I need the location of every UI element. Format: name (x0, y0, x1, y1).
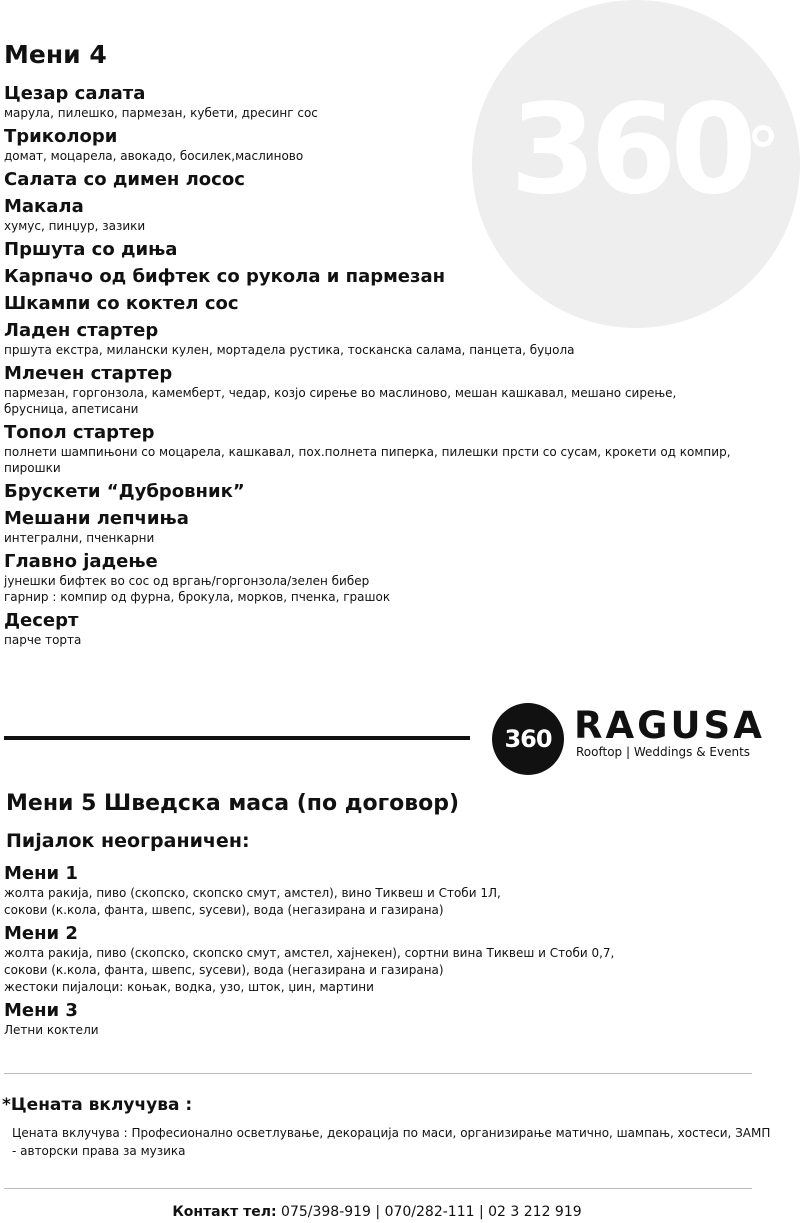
menu-item-description: домат, моцарела, авокадо, босилек,маслиново (4, 149, 304, 163)
menu-item-name: Главно јадење (4, 551, 158, 572)
menu-item (4, 319, 784, 358)
drink-menu-line: сокови (к.кола, фанта, швепс, ѕусеви), вода (негазирана и газирана) (4, 963, 444, 977)
menu-item-name: Топол стартер (4, 422, 155, 443)
menu4-title: Мени 4 (4, 40, 107, 69)
section-divider (4, 736, 470, 740)
drink-menu-line: сокови (к.кола, фанта, швепс, ѕусеви), вода (негазирана и газирана) (4, 903, 444, 917)
menu5-title: Мени 5 Шведска маса (по договор) (6, 791, 460, 816)
menu-item-description: пршута екстра, милански кулен, мортадела рустика, тосканска салама, панцета, буџола (4, 343, 575, 357)
menu-item (4, 507, 784, 546)
menu-item-name: Триколори (4, 126, 118, 147)
drink-menu-line: жестоки пијалоци: коњак, водка, узо, шток, џин, мартини (4, 980, 374, 994)
drink-menus (4, 863, 784, 1043)
menu-item-description: јунешки бифтек во сос од вргањ/горгонзола/зелен бибер гарнир : компир од фурна, брокула, морков, пченка, грашок (4, 574, 391, 604)
menu-item-name: Шкампи со коктел сос (4, 293, 239, 314)
contact-numbers: 075/398-919 | 070/282-111 | 02 3 212 919 (281, 1204, 582, 1220)
includes-text: Цената вклучува : Професионално осветлување, декорација по маси, организирање матично, шампањ, хостеси, ЗАМП - авторски права за музика (12, 1126, 771, 1158)
menu-item-name: Мешани лепчиња (4, 508, 189, 529)
menu-item-name: Ладен стартер (4, 320, 159, 341)
logo-360-icon: 360 (492, 703, 564, 775)
menu-item-description: полнети шампињони со моцарела, кашкавал, пох.полнета пиперка, пилешки прсти со сусам, крокети од компир, пирошки (4, 445, 731, 475)
watermark-text: 360 (510, 78, 751, 222)
divider-line (4, 1188, 752, 1189)
menu-item (4, 168, 784, 191)
drink-menu-name: Мени 3 (4, 1000, 78, 1021)
menu-item (4, 265, 784, 288)
menu-item (4, 609, 784, 648)
menu-item-description: марула, пилешко, пармезан, кубети, дресинг сос (4, 106, 318, 120)
menu-item-name: Макала (4, 196, 84, 217)
menu-item-description: пармезан, горгонзола, камемберт, чедар, козјо сирење во маслиново, мешан кашкавал, мешано сирење, брусница, апетисани (4, 386, 677, 416)
menu-item-description: интегрални, пченкарни (4, 531, 155, 545)
drink-menu-name: Мени 1 (4, 863, 78, 884)
divider-line (4, 1073, 752, 1074)
drink-menu (4, 923, 784, 996)
menu-item-name: Млечен стартер (4, 363, 173, 384)
contact-label: Контакт тел: (172, 1204, 277, 1220)
drink-menu-line: жолта ракија, пиво (скопско, скопско смут, амстел, хајнекен), сортни вина Тиквеш и Стоби 0,7, (4, 946, 615, 960)
contact-line (0, 1202, 754, 1222)
menu-item (4, 195, 784, 234)
menu-item-name: Карпачо од бифтек со рукола и пармезан (4, 266, 446, 287)
menu-item-name: Салата со димен лосос (4, 169, 245, 190)
menu-item-name: Цезар салата (4, 83, 146, 104)
includes-heading: *Цената вклучува : (2, 1095, 193, 1115)
menu-item-description: хумус, пинџур, зазики (4, 219, 146, 233)
menu-item (4, 125, 784, 164)
menu-item-description: парче торта (4, 633, 82, 647)
menu4-items (4, 78, 784, 652)
drink-menu-name: Мени 2 (4, 923, 78, 944)
menu-item (4, 238, 784, 261)
menu-item (4, 292, 784, 315)
menu-item (4, 550, 784, 605)
menu-item (4, 480, 784, 503)
drink-menu (4, 863, 784, 919)
drink-menu-line: жолта ракија, пиво (скопско, скопско смут, амстел), вино Тиквеш и Стоби 1Л, (4, 886, 501, 900)
menu-item-name: Десерт (4, 610, 79, 631)
drink-menu (4, 1000, 784, 1039)
menu-item (4, 362, 784, 417)
menu-item-name: Брускети “Дубровник” (4, 481, 245, 502)
menu-item (4, 82, 784, 121)
logo-name: RAGUSA (574, 704, 765, 747)
menu-item-name: Пршута со диња (4, 239, 178, 260)
drinks-heading: Пијалок неограничен: (6, 830, 250, 852)
drink-menu-line: Летни коктели (4, 1023, 99, 1037)
logo-tagline: Rooftop | Weddings & Events (576, 745, 751, 759)
menu-item (4, 421, 784, 476)
